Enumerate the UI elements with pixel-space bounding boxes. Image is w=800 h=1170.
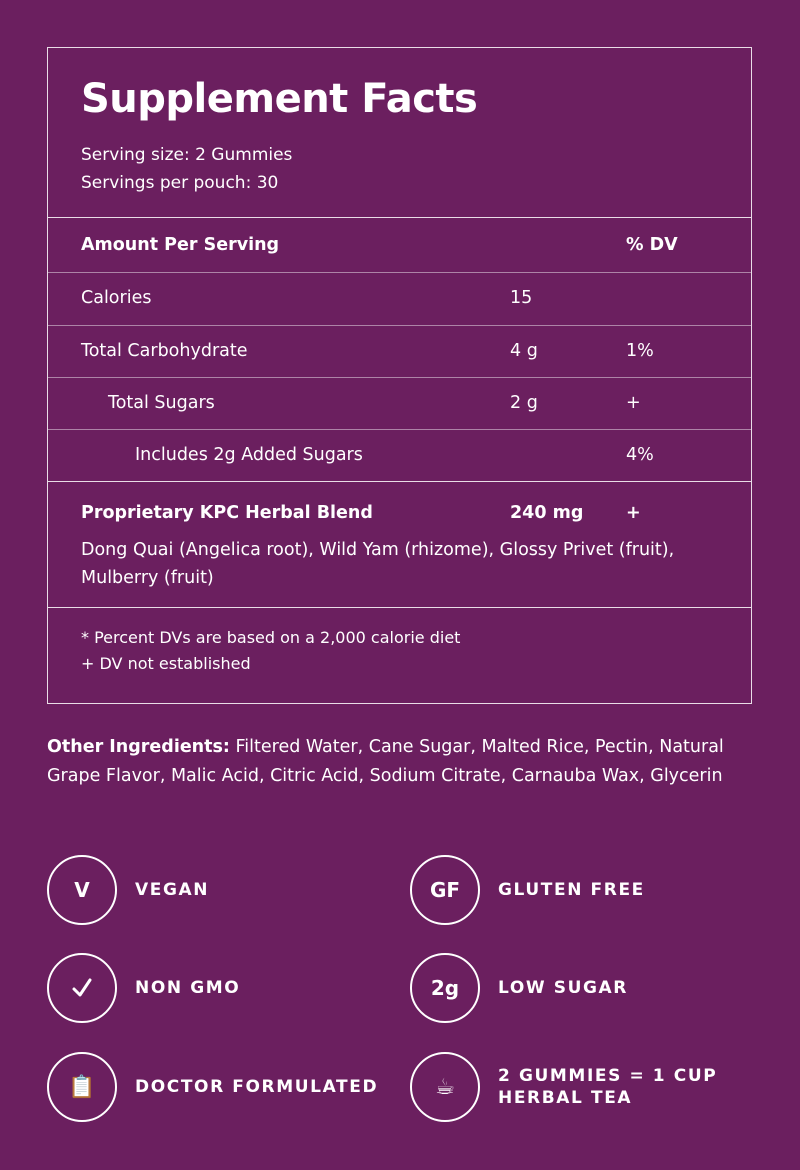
dv-header: % DV [626, 235, 678, 255]
row-carbohydrate-dv: 1% [626, 341, 654, 361]
blend-description: Dong Quai (Angelica root), Wild Yam (rhizome), Glossy Privet (fruit), Mulberry (fruit) [81, 540, 675, 588]
amount-per-serving-header: Amount Per Serving [81, 235, 280, 255]
row-sugars-dv: + [626, 393, 641, 413]
badge-label: VEGAN [135, 880, 210, 900]
footnote-dv-basis: * Percent DVs are based on a 2,000 calorie diet [81, 628, 461, 647]
teacup-icon: ☕ [410, 1052, 480, 1122]
row-added-sugars-name: Includes 2g Added Sugars [135, 445, 363, 465]
blend-amount: 240 mg [510, 503, 584, 523]
panel-title: Supplement Facts [81, 76, 478, 122]
badge-label-line1: 2 GUMMIES = 1 CUP [498, 1066, 718, 1086]
serving-size: Serving size: 2 Gummies [81, 145, 293, 165]
divider [48, 217, 751, 218]
blend-name: Proprietary KPC Herbal Blend [81, 503, 373, 523]
divider [48, 481, 751, 482]
row-carbohydrate-amount: 4 g [510, 341, 538, 361]
servings-per-pouch: Servings per pouch: 30 [81, 173, 279, 193]
other-ingredients-text: Filtered Water, Cane Sugar, Malted Rice, Pectin, Natural Grape Flavor, Malic Acid, Citric Acid, Sodium Citrate, Carnauba Wax, Glycerin [47, 737, 724, 786]
2g-text-icon: 2g [410, 953, 480, 1023]
clipboard-icon: 📋 [47, 1052, 117, 1122]
footnote-dv-not-established: + DV not established [81, 654, 251, 673]
badge-label: GLUTEN FREE [498, 880, 645, 900]
row-calories-amount: 15 [510, 288, 533, 308]
row-sugars-name: Total Sugars [108, 393, 215, 413]
badge-label-line2: HERBAL TEA [498, 1088, 633, 1108]
row-added-sugars-dv: 4% [626, 445, 654, 465]
badge-label: NON GMO [135, 978, 241, 998]
badge-label: LOW SUGAR [498, 978, 628, 998]
v-letter-icon: V [47, 855, 117, 925]
row-sugars-amount: 2 g [510, 393, 538, 413]
row-carbohydrate-name: Total Carbohydrate [81, 341, 248, 361]
other-ingredients [47, 733, 757, 791]
divider [48, 325, 751, 326]
divider [48, 272, 751, 273]
divider [48, 377, 751, 378]
divider [48, 429, 751, 430]
badge-label: DOCTOR FORMULATED [135, 1077, 379, 1097]
gf-letters-icon: GF [410, 855, 480, 925]
checkmark-icon [47, 953, 117, 1023]
blend-dv: + [626, 503, 641, 523]
row-calories-name: Calories [81, 288, 152, 308]
divider [48, 607, 751, 608]
supplement-facts-panel [47, 47, 752, 704]
other-ingredients-label: Other Ingredients: [47, 737, 230, 757]
